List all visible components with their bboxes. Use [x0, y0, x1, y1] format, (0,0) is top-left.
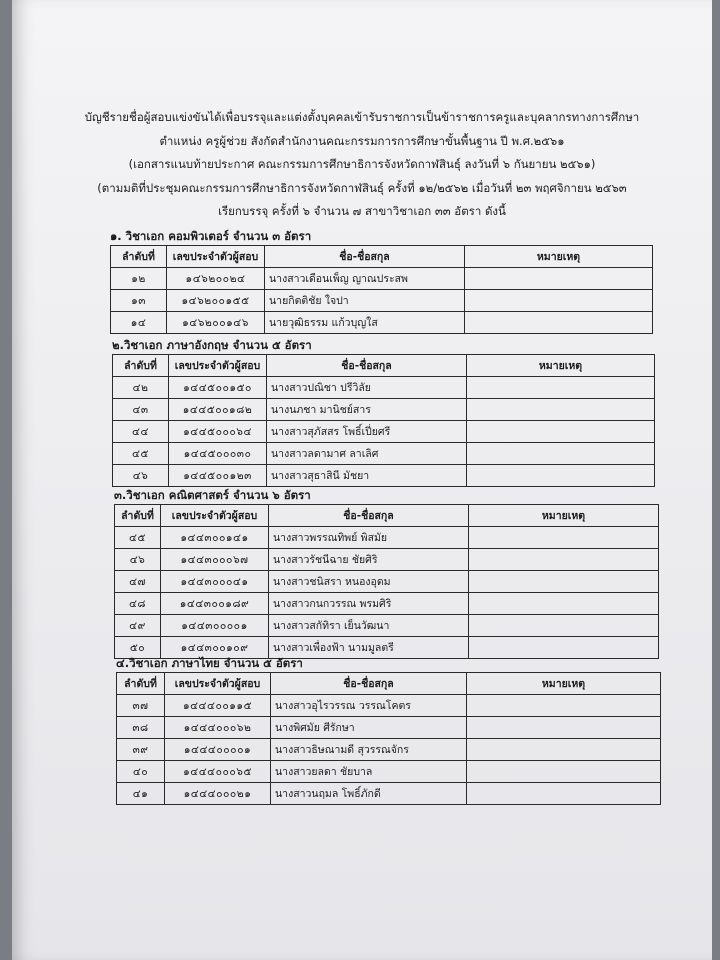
cell-note — [465, 268, 653, 290]
cell-no: ๓๗ — [117, 695, 165, 717]
column-header-no: ลำดับที่ — [117, 673, 165, 695]
cell-name: นายวุฒิธรรม แก้วบุญใส — [265, 312, 465, 334]
cell-name: นางสาวสุภัสสร โพธิ์เปี่ยศรี — [267, 421, 467, 443]
table-row — [113, 465, 655, 487]
cell-name: นางสาวลดามาศ ลาเลิศ — [267, 443, 467, 465]
column-header-id: เลขประจำตัวผู้สอบ — [167, 246, 265, 268]
cell-name: นางสาวยลดา ชัยบาล — [271, 761, 467, 783]
cell-id: ๑๔๔๔๐๐๐๐๑ — [165, 739, 271, 761]
section-math — [114, 487, 659, 659]
cell-no: ๔๒ — [113, 377, 169, 399]
cell-note — [467, 377, 655, 399]
cell-note — [465, 290, 653, 312]
table-row — [113, 377, 655, 399]
cell-no: ๔๕ — [113, 443, 169, 465]
cell-no: ๓๘ — [117, 717, 165, 739]
table-row — [113, 443, 655, 465]
cell-id: ๑๔๔๓๐๐๑๐๙ — [161, 637, 269, 659]
table-row — [117, 717, 661, 739]
cell-note — [467, 717, 661, 739]
column-header-no: ลำดับที่ — [113, 355, 169, 377]
cell-id: ๑๔๔๕๐๐๑๘๒ — [169, 399, 267, 421]
cell-no: ๔๔ — [113, 421, 169, 443]
table-row — [115, 571, 659, 593]
table-row — [113, 399, 655, 421]
cell-no: ๔๖ — [115, 549, 161, 571]
section-title: ๑. วิชาเอก คอมพิวเตอร์ จำนวน ๓ อัตรา — [110, 229, 312, 243]
cell-name: นางพิศมัย ศีรักษา — [271, 717, 467, 739]
cell-name: นางสาวอุไรวรรณ วรรณโคตร — [271, 695, 467, 717]
cell-id: ๑๔๔๕๐๐๑๒๓ — [169, 465, 267, 487]
cell-note — [465, 312, 653, 334]
cell-note — [469, 615, 659, 637]
cell-no: ๑๓ — [111, 290, 167, 312]
cell-id: ๑๔๔๓๐๐๐๐๑ — [161, 615, 269, 637]
column-header-name: ชื่อ-ชื่อสกุล — [265, 246, 465, 268]
cell-note — [469, 549, 659, 571]
cell-name: นางสาวกนกวรรณ พรมศิริ — [269, 593, 469, 615]
cell-note — [467, 783, 661, 805]
cell-name: นางสาวเดือนเพ็ญ ญาณประสพ — [265, 268, 465, 290]
candidate-table — [112, 354, 655, 487]
table-row — [117, 739, 661, 761]
table-row — [115, 615, 659, 637]
cell-name: นายกิตติชัย ใจปา — [265, 290, 465, 312]
cell-no: ๑๒ — [111, 268, 167, 290]
table-row — [117, 695, 661, 717]
cell-name: นางสาวพรรณทิพย์ พิสมัย — [269, 527, 469, 549]
cell-name: นางสาวนฤมล โพธิ์ภักดี — [271, 783, 467, 805]
column-header-name: ชื่อ-ชื่อสกุล — [269, 505, 469, 527]
cell-name: นางสาวเพื่องฟ้า นามมูลตรี — [269, 637, 469, 659]
section-thai — [116, 655, 661, 805]
table-row — [115, 527, 659, 549]
table-row — [115, 549, 659, 571]
column-header-note: หมายเหตุ — [467, 355, 655, 377]
table-row — [117, 783, 661, 805]
cell-id: ๑๔๔๔๐๐๐๒๑ — [165, 783, 271, 805]
cell-id: ๑๔๖๒๐๐๑๕๕ — [167, 290, 265, 312]
table-header-row — [117, 673, 661, 695]
table-row — [113, 421, 655, 443]
document-page — [12, 0, 712, 960]
cell-no: ๕๐ — [115, 637, 161, 659]
cell-id: ๑๔๔๓๐๐๑๘๙ — [161, 593, 269, 615]
cell-name: นางสาวปณิชา ปรีวิลัย — [267, 377, 467, 399]
cell-id: ๑๔๔๓๐๐๑๔๑ — [161, 527, 269, 549]
column-header-id: เลขประจำตัวผู้สอบ — [161, 505, 269, 527]
table-header-row — [115, 505, 659, 527]
section-title: ๒.วิชาเอก ภาษาอังกฤษ จำนวน ๕ อัตรา — [112, 338, 312, 352]
cell-no: ๔๐ — [117, 761, 165, 783]
table-row — [111, 290, 653, 312]
cell-note — [467, 421, 655, 443]
section-title: ๓.วิชาเอก คณิตศาสตร์ จำนวน ๖ อัตรา — [114, 488, 311, 502]
candidate-table — [114, 504, 659, 659]
cell-name: นางสาวสุธาสินี มัชยา — [267, 465, 467, 487]
column-header-name: ชื่อ-ชื่อสกุล — [267, 355, 467, 377]
header-line-4: (ตามมติที่ประชุมคณะกรรมการศึกษาธิการจังหวัดกาฬสินธุ์ ครั้งที่ ๑๒/๒๕๖๒ เมื่อวันที่ ๒๓ พฤศจิกายน ๒๕๖๓ — [97, 180, 627, 195]
cell-name: นางสาวสกัทิรา เย็นวัฒนา — [269, 615, 469, 637]
cell-id: ๑๔๔๕๐๐๐๓๐ — [169, 443, 267, 465]
cell-note — [469, 571, 659, 593]
cell-id: ๑๔๖๒๐๐๒๔ — [167, 268, 265, 290]
cell-id: ๑๔๔๔๐๐๐๖๒ — [165, 717, 271, 739]
candidate-table — [116, 672, 661, 805]
table-row — [111, 268, 653, 290]
cell-note — [467, 739, 661, 761]
column-header-note: หมายเหตุ — [465, 246, 653, 268]
cell-id: ๑๔๔๓๐๐๐๖๗ — [161, 549, 269, 571]
cell-name: นางนภชา มานิชย์สาร — [267, 399, 467, 421]
table-row — [117, 761, 661, 783]
header-line-2: ตำแหน่ง ครูผู้ช่วย สังกัดสำนักงานคณะกรรมการการศึกษาขั้นพื้นฐาน ปี พ.ศ.๒๕๖๑ — [159, 133, 565, 148]
column-header-id: เลขประจำตัวผู้สอบ — [165, 673, 271, 695]
cell-note — [469, 527, 659, 549]
cell-no: ๔๕ — [115, 527, 161, 549]
cell-no: ๔๘ — [115, 593, 161, 615]
section-title: ๔.วิชาเอก ภาษาไทย จำนวน ๕ อัตรา — [116, 656, 303, 670]
cell-no: ๑๔ — [111, 312, 167, 334]
cell-no: ๓๙ — [117, 739, 165, 761]
column-header-note: หมายเหตุ — [467, 673, 661, 695]
table-header-row — [113, 355, 655, 377]
cell-no: ๔๙ — [115, 615, 161, 637]
cell-id: ๑๔๔๕๐๐๑๕๐ — [169, 377, 267, 399]
column-header-no: ลำดับที่ — [111, 246, 167, 268]
cell-note — [467, 761, 661, 783]
table-header-row — [111, 246, 653, 268]
section-computer — [110, 228, 653, 334]
cell-note — [469, 593, 659, 615]
column-header-note: หมายเหตุ — [469, 505, 659, 527]
document-header — [12, 106, 712, 224]
column-header-id: เลขประจำตัวผู้สอบ — [169, 355, 267, 377]
column-header-name: ชื่อ-ชื่อสกุล — [271, 673, 467, 695]
cell-id: ๑๔๔๓๐๐๐๔๑ — [161, 571, 269, 593]
cell-note — [467, 443, 655, 465]
header-line-1: บัญชีรายชื่อผู้สอบแข่งขันได้เพื่อบรรจุและแต่งตั้งบุคคลเข้ารับราชการเป็นข้าราชการครูและบุคลากรทางการศึกษา — [84, 110, 640, 124]
cell-note — [467, 399, 655, 421]
table-row — [115, 593, 659, 615]
section-english — [112, 337, 655, 487]
cell-no: ๔๖ — [113, 465, 169, 487]
cell-note — [467, 695, 661, 717]
cell-id: ๑๔๖๒๐๐๑๔๖ — [167, 312, 265, 334]
cell-no: ๔๓ — [113, 399, 169, 421]
column-header-no: ลำดับที่ — [115, 505, 161, 527]
cell-id: ๑๔๔๕๐๐๐๖๔ — [169, 421, 267, 443]
table-row — [111, 312, 653, 334]
candidate-table — [110, 245, 653, 334]
cell-no: ๔๑ — [117, 783, 165, 805]
cell-name: นางสาวรัชนีฉาย ชัยศิริ — [269, 549, 469, 571]
cell-name: นางสาวชนิสรา หนองอุดม — [269, 571, 469, 593]
header-line-5: เรียกบรรจุ ครั้งที่ ๖ จำนวน ๗ สาขาวิชาเอก ๓๓ อัตรา ดังนี้ — [218, 204, 506, 218]
cell-no: ๔๗ — [115, 571, 161, 593]
cell-name: นางสาวธิษณามดี สุวรรณจักร — [271, 739, 467, 761]
cell-id: ๑๔๔๔๐๐๐๖๕ — [165, 761, 271, 783]
header-line-3: (เอกสารแนบท้ายประกาศ คณะกรรมการศึกษาธิการจังหวัดกาฬสินธุ์ ลงวันที่ ๖ กันยายน ๒๕๖๑) — [128, 157, 596, 171]
cell-note — [467, 465, 655, 487]
cell-id: ๑๔๔๔๐๐๑๑๕ — [165, 695, 271, 717]
